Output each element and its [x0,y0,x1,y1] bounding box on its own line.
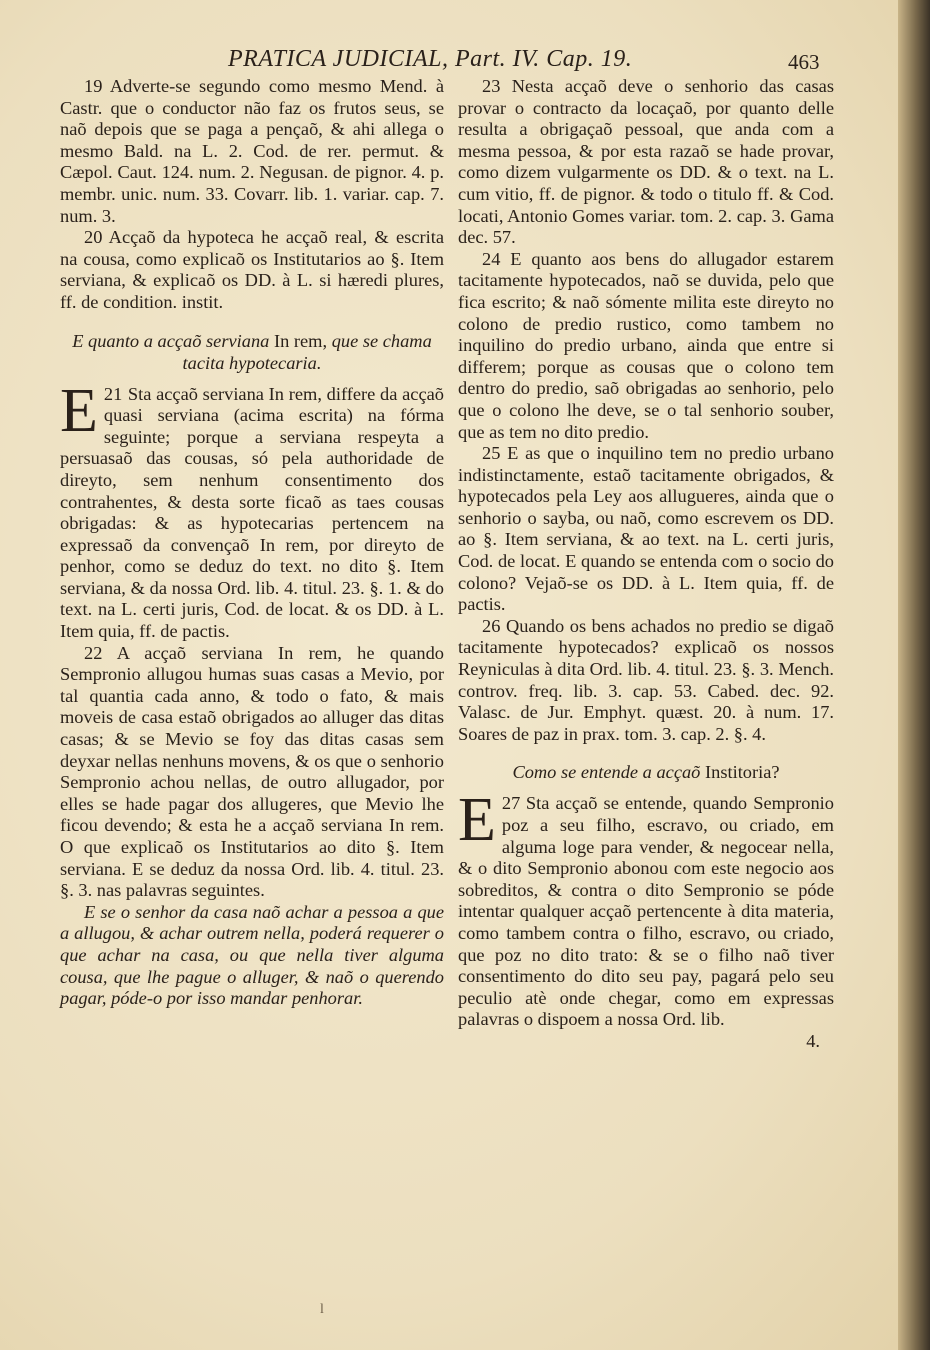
heading-plain: Institoria? [705,762,780,783]
ordinance-quote: E se o senhor da casa naõ achar a pessoa a que a allugou, & achar outrem nella, poderá requerer o que achar na casa, ou que nella tiver alguma cousa, que lhe pague o alluger, & naõ o querendo pagar, póde-o por isso mandar penhorar. [60,901,444,1009]
paragraph-21 [60,376,444,643]
running-title: PRATICA JUDICIAL, Part. IV. Cap. 19. [228,46,633,72]
page-header [0,46,900,76]
paragraph-26: 26 Quando os bens achados no predio se digaõ tacitamente hypotecados? explicaõ os nossos Reyniculas à dita Ord. lib. 4. titul. 23. §. 3. Mench. controv. freq. lib. 3. cap. 53. Cabed. dec. 92. Valasc. de Jur. Emphyt. quæst. 20. à num. 17. Soares de paz in prax. tom. 3. cap. 2. §. 4. [458,615,834,744]
heading-part-2: In rem, [273,330,328,351]
heading-part-1: E quanto a acçaõ serviana [72,330,270,351]
paragraph-27 [458,786,834,1031]
paragraph-number-21: 21 [103,383,123,404]
paragraph-24: 24 E quanto aos bens do allugador estarem tacitamente hypotecados, naõ se duvida, pelo que fica escrito; & naõ sómente milita este direyto no colono de predio rustico, como tambem no inquilino do predio urbano, ainda que entre si differem; porque as cousas que o colono tem dentro do predio, saõ obrigadas ao senhorio, pelo que o colono lhe deve, se o tal senhorio souber, que as tem no dito predio. [458,248,834,442]
paragraph-27-text: Sta acçaõ se entende, quando Sempronio poz a seu filho, escravo, ou criado, em alguma loge para vender, & negocear nella, & o dito Sempronio abonou com este negocio aos sobreditos, & contra o dito Sempronio se póde intentar qualquer acçaõ pertencente à dita materia, como tambem contra o filho, escravo, ou criado, que poz no dito trato: & se o filho naõ tiver consentimento do dito seu pay, pagará pelo seu peculio atè onde chegar, como em expressas palavras o dispoem a nossa Ord. lib. [458,793,834,1030]
catchword: 4. [806,1030,820,1051]
heading-part-3: que se chama tacita hypotecaria. [182,330,432,373]
section-heading-serviana [66,330,438,374]
paragraph-25: 25 E as que o inquilino tem no predio urbano indistinctamente, estaõ tacitamente obrigados, & hypotecados pela Ley aos allugueres, ainda que o senhorio o sayba, ou naõ, como escrevem os DD. ao §. Item serviana, & ao text. na L. certi juris, Cod. de locat. E quando se entenda com o socio do colono? Vejaõ-se os DD. à L. Item quia, ff. de pactis. [458,443,834,615]
paragraph-20: 20 Acçaõ da hypoteca he acçaõ real, & escrita na cousa, como explicaõ os Institutarios ao §. Item serviana, & explicaõ os DD. à L. si hæredi plures, ff. de condition. instit. [60,227,444,312]
paragraph-21-text: Sta acçaõ serviana In rem, differe da acçaõ quasi serviana (acima escrita) na fórma seguinte; porque a serviana respeyta a persuasaõ das cousas, só pela authoridade de direyto, sem nenhum consentimento dos contrahentes, & desta sorte ficaõ as taes cousas obrigadas: & as hypotecarias pertencem na expressaõ da convençaõ In rem, por direyto de penhor, como se deduz do text. no dito §. Item serviana, & da nossa Ord. lib. 4. titul. 23. §. 1. & do text. na L. certi juris, Cod. de locat. & os DD. à L. Item quia, ff. de pactis. [60,383,444,642]
section-heading-institoria [464,761,828,783]
paragraph-19: 19 Adverte-se segundo como mesmo Mend. à Castr. que o conductor não faz os frutos seus, se naõ depois que se paga a pençaõ, & ahi allega o mesmo Bald. na L. 2. Cod. de rer. permut. & Cæpol. Caut. 124. num. 2. Negusan. de pignor. 4. p. membr. unic. num. 33. Covarr. lib. 1. variar. cap. 7. num. 3. [60,76,444,226]
drop-cap: E [458,786,496,855]
heading-italic: Como se entende a acçaõ [512,762,701,783]
paragraph-number-27: 27 [501,793,521,814]
right-column [458,76,834,1053]
left-column [60,76,444,1010]
page-number: 463 [788,50,820,74]
paragraph-22: 22 A acçaõ serviana In rem, he quando Sempronio allugou humas suas casas a Mevio, por tal quantia cada anno, & todo o fato, & mais moveis de casa estaõ obrigados ao alluger das ditas casas; & se Mevio se foy das ditas casas sem deyxar nellas nenhuns movens, & os que o senhorio Sempronio achou nellas, de outro allugador, por elles se hade pagar dos allugeres, que Mevio lhe ficou devendo; & esta he a acçaõ serviana In rem. O que explicaõ os Institutarios ao dito §. Item serviana. E se deduz da nossa Ord. lib. 4. titul. 23. §. 3. nas palavras seguintes. [60,642,444,901]
bottom-mark: l [320,1302,324,1317]
drop-cap: E [60,376,98,445]
page-gutter-shadow [898,0,930,1350]
paragraph-23: 23 Nesta acçaõ deve o senhorio das casas provar o contracto da locaçaõ, por quanto delle resulta a obrigaçaõ pessoal, que anda com a mesma pessoa, & por esta razaõ se hade provar, como dizem vulgarmente os DD. & o text. na L. cum vitio, ff. de pignor. & todo o titulo ff. & Cod. locati, Antonio Gomes variar. tom. 2. cap. 3. Gama dec. 57. [458,76,834,248]
